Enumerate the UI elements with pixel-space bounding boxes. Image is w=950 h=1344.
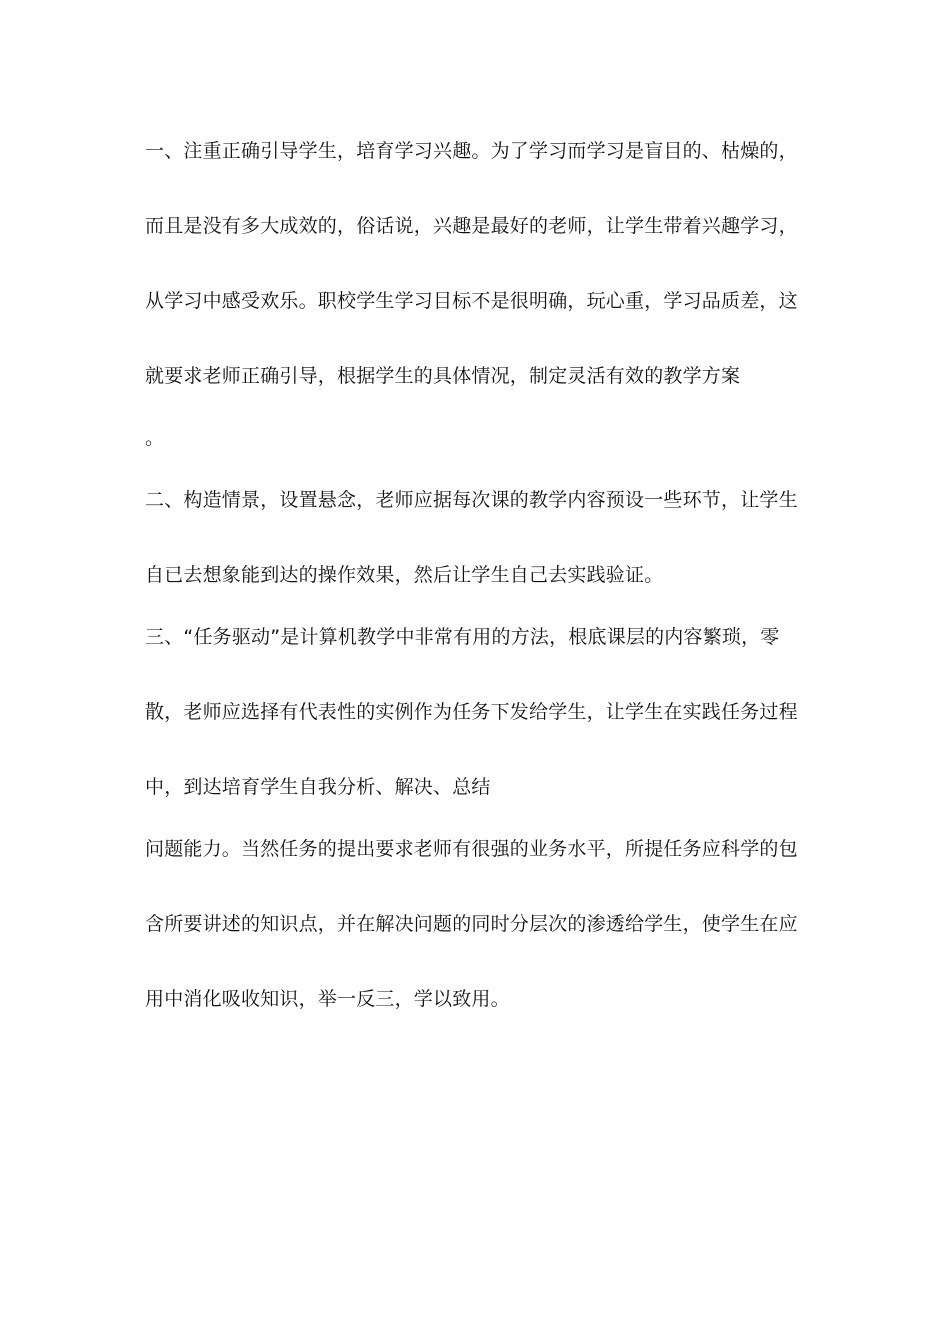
paragraph-3-line-6: 用中消化吸收知识，举一反三，学以致用。 [145,988,510,1010]
paragraph-3-line-4: 问题能力。当然任务的提出要求老师有很强的业务水平，所提任务应科学的包 [145,838,798,860]
paragraph-1-line-4: 就要求老师正确引导，根据学生的具体情况，制定灵活有效的教学方案 [145,365,741,387]
paragraph-3-line-5: 含所要讲述的知识点，并在解决问题的同时分层次的渗透给学生，使学生在应 [145,913,798,935]
paragraph-2-line-1: 二、构造情景，设置悬念，老师应据每次课的教学内容预设一些环节，让学生 [145,489,798,511]
paragraph-2-line-2: 自已去想象能到达的操作效果，然后让学生自己去实践验证。 [145,564,664,586]
paragraph-1-line-1: 一、注重正确引导学生，培育学习兴趣。为了学习而学习是盲目的、枯燥的， [145,140,798,162]
paragraph-3-line-2: 散，老师应选择有代表性的实例作为任务下发给学生，让学生在实践任务过程 [145,701,798,723]
paragraph-3-line-1: 三、“任务驱动”是计算机教学中非常有用的方法，根底课层的内容繁琐，零 [145,626,780,648]
paragraph-1-line-3: 从学习中感受欢乐。职校学生学习目标不是很明确，玩心重，学习品质差，这 [145,290,798,312]
paragraph-1-line-2: 而且是没有多大成效的，俗话说，兴趣是最好的老师，让学生带着兴趣学习， [145,215,798,237]
paragraph-1-line-5: 。 [145,427,165,449]
paragraph-3-line-3: 中，到达培育学生自我分析、解决、总结 [145,776,491,798]
